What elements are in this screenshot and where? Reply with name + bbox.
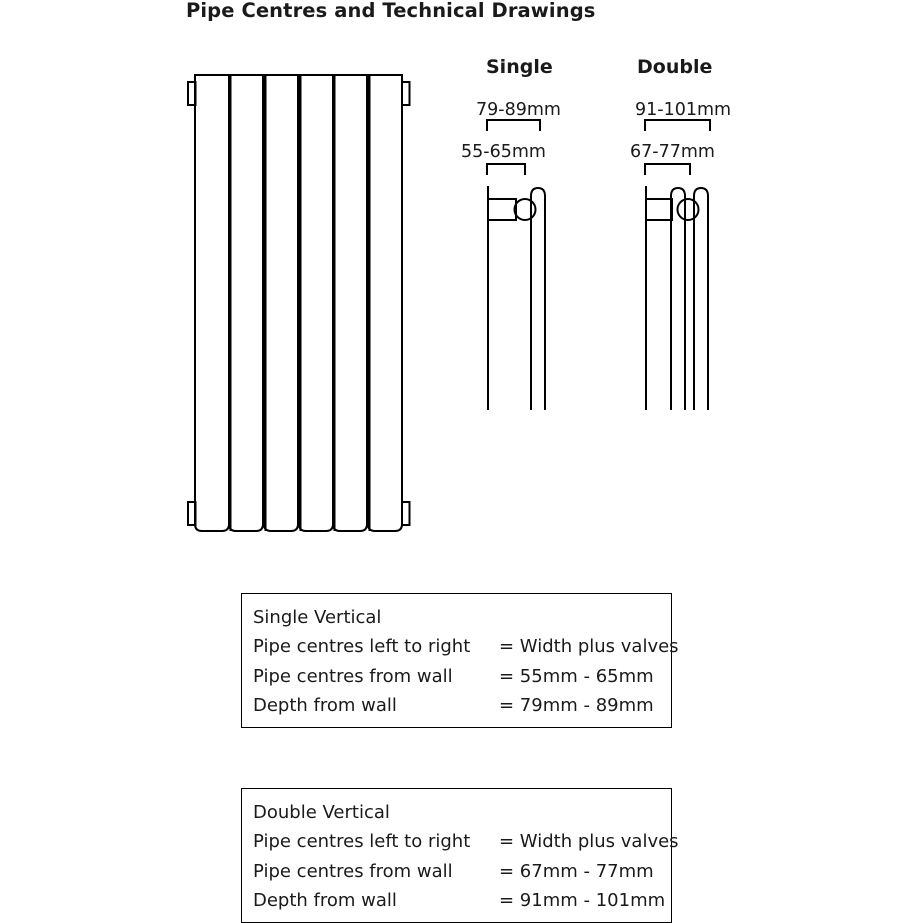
info-row-label: Depth from wall bbox=[253, 890, 397, 911]
double-pipe-centres-bracket bbox=[645, 164, 690, 175]
radiator-panel bbox=[333, 75, 367, 531]
radiator-panel-section bbox=[694, 188, 708, 410]
single-vertical-info-box bbox=[241, 593, 679, 728]
info-row-value: = 91mm - 101mm bbox=[499, 890, 666, 911]
double-section-heading: Double bbox=[637, 56, 713, 78]
mounting-bracket bbox=[402, 502, 410, 525]
radiator-front-view bbox=[188, 75, 410, 531]
single-depth-bracket bbox=[487, 120, 540, 131]
single-cross-section bbox=[488, 186, 545, 410]
info-row-value: = Width plus valves bbox=[499, 636, 679, 657]
info-row-value: = 67mm - 77mm bbox=[499, 860, 654, 882]
info-row bbox=[253, 662, 659, 692]
radiator-panel-section bbox=[531, 188, 545, 410]
double-depth-bracket bbox=[645, 120, 710, 131]
info-row-value: = 55mm - 65mm bbox=[499, 665, 654, 687]
double-cross-section bbox=[646, 186, 708, 410]
radiator-panel bbox=[195, 75, 229, 531]
info-row-value: = Width plus valves bbox=[499, 831, 679, 852]
valve-body bbox=[646, 199, 672, 220]
double-vertical-info-box bbox=[241, 788, 679, 923]
info-row bbox=[253, 632, 679, 662]
info-row-label: Pipe centres from wall bbox=[253, 860, 453, 882]
mounting-bracket bbox=[402, 82, 410, 105]
single-pipe-centres-bracket bbox=[487, 164, 525, 175]
single-depth-dimension-label: 79-89mm bbox=[476, 100, 561, 120]
info-row-label: Pipe centres from wall bbox=[253, 665, 453, 687]
info-box-title: Single Vertical bbox=[253, 607, 382, 628]
info-row bbox=[253, 691, 659, 721]
valve-head bbox=[515, 199, 536, 220]
info-row bbox=[253, 827, 679, 857]
single-pipe-centres-dimension-label: 55-65mm bbox=[461, 142, 546, 162]
valve-body bbox=[488, 199, 516, 220]
info-row bbox=[253, 857, 659, 887]
info-row-label: Depth from wall bbox=[253, 695, 397, 716]
info-row-label: Pipe centres left to right bbox=[253, 636, 471, 657]
radiator-panel bbox=[368, 75, 402, 531]
info-row-value: = 79mm - 89mm bbox=[499, 695, 654, 716]
double-depth-dimension-label: 91-101mm bbox=[635, 100, 732, 120]
info-row-label: Pipe centres left to right bbox=[253, 831, 471, 852]
double-pipe-centres-dimension-label: 67-77mm bbox=[630, 142, 715, 162]
radiator-panel bbox=[264, 75, 298, 531]
single-section-heading: Single bbox=[486, 56, 553, 78]
info-box-title: Double Vertical bbox=[253, 802, 390, 823]
radiator-panel-section bbox=[671, 188, 685, 410]
valve-head bbox=[678, 199, 699, 220]
info-row bbox=[253, 886, 666, 916]
radiator-panel bbox=[299, 75, 333, 531]
radiator-panel bbox=[229, 75, 263, 531]
page-title: Pipe Centres and Technical Drawings bbox=[186, 0, 596, 22]
